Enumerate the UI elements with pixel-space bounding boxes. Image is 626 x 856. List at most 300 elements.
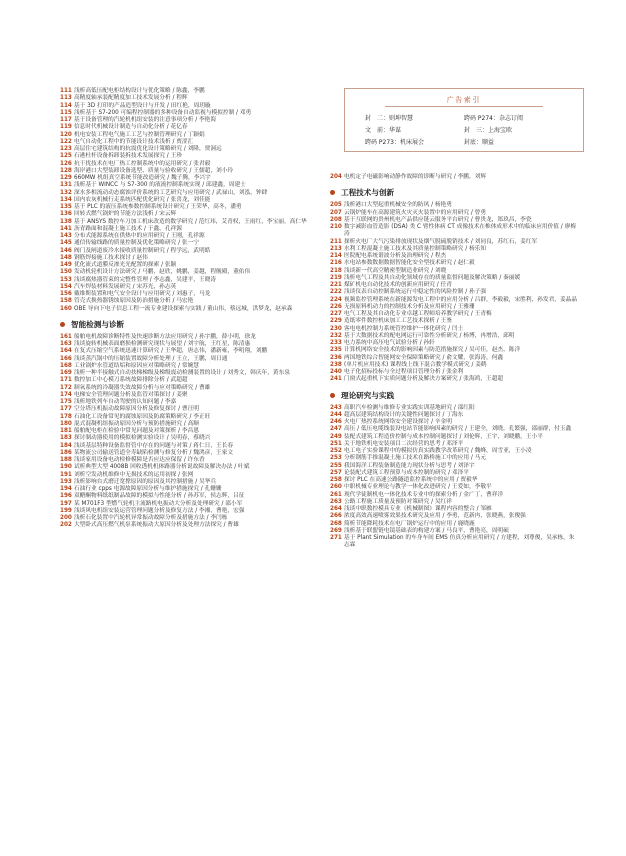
- toc-title: 电力系统中高压电气试验分析 / 孙轩: [344, 340, 435, 346]
- toc-page-number: 160: [60, 305, 72, 312]
- toc-title: 基于 3D 打印的产品造型设计与开发 / 田红艳，周玥璇: [74, 102, 211, 109]
- toc-entry[interactable]: [60, 248, 322, 255]
- toc-title: 海岸港口大型装卸设备选型、质量与验收研究 / 王儒超，刘小玲: [74, 167, 234, 174]
- toc-entry[interactable]: [60, 277, 322, 284]
- toc-page-number: 188: [60, 457, 72, 463]
- toc-title: 某 M701F3 型燃气轮机主流路机电振动大分析及处理研究 / 邵小军: [74, 500, 243, 507]
- section-heading-text: 理论研究与实践: [341, 390, 395, 400]
- toc-entry[interactable]: [60, 493, 322, 500]
- toc-page-number: 180: [60, 420, 72, 427]
- toc-entry[interactable]: [60, 298, 322, 305]
- toc-page-number: 216: [330, 260, 342, 267]
- toc-page-number: 253: [330, 455, 342, 462]
- toc-entry[interactable]: [60, 255, 322, 262]
- toc-page-number: 263: [330, 498, 342, 505]
- toc-page-number: 240: [330, 369, 342, 375]
- toc-page-number: 156: [60, 291, 72, 297]
- toc-entry[interactable]: [330, 362, 580, 369]
- toc-page-number: 269: [330, 527, 342, 534]
- toc-title: 通信传输线路的质量控制及优化策略研究 / 张一宁: [74, 240, 199, 247]
- toc-entry[interactable]: [60, 269, 322, 276]
- toc-entry[interactable]: [330, 513, 580, 520]
- toc-title: 电气工程及其自动化专业卓越工程师培养教学研究 / 王青梅: [344, 311, 492, 317]
- toc-page-number: 129: [60, 175, 72, 181]
- toc-entry[interactable]: [330, 174, 580, 181]
- toc-title: 浅析电气工程及其自动化领域存在的质量监督问题及解决策略 / 秦丽媛: [344, 274, 521, 281]
- toc-title: 浅谈基层特种设备监督管中存在的问题与对策 / 蒋仁日，王长春: [74, 442, 234, 449]
- toc-page-number: 154: [60, 283, 72, 290]
- toc-entry[interactable]: [330, 304, 580, 311]
- toc-entry[interactable]: [60, 182, 322, 189]
- toc-page-number: 255: [330, 462, 342, 469]
- toc-entry[interactable]: [60, 306, 322, 313]
- toc-page-number: 271: [330, 535, 342, 541]
- toc-entry[interactable]: [60, 153, 322, 160]
- toc-entry[interactable]: [60, 508, 322, 515]
- toc-title: 双醋酮物料纸纸制品故障的模拟与性能分析 / 孙苏军，侯志辉，吕征: [74, 493, 245, 500]
- toc-page-number: 138: [60, 218, 72, 225]
- toc-title: 分布式能源系统在供热中的应用研究 / 王刚，孔祥源: [74, 233, 205, 239]
- toc-entry[interactable]: [60, 334, 322, 341]
- ad-index-box: [344, 88, 584, 152]
- toc-page-number: 238: [330, 361, 342, 368]
- section-heading: [60, 319, 322, 330]
- toc-title: 探讨 PLC 在高速公路隧道监控系统中的应用 / 贾毅华: [344, 477, 478, 483]
- ad-index-cell: 跨码 P274：杂志订阅: [464, 115, 523, 122]
- toc-page-number: 126: [60, 160, 72, 167]
- toc-title: 石港杜杆设备拆卸装拆技术发展探究 / 王珍: [74, 153, 182, 160]
- toc-title: 探析火电厂大气污染排放现状及烟气脱硫脱销技术 / 刘同良，苏红石，姜红军: [344, 238, 538, 245]
- ad-index-row: [365, 113, 563, 122]
- toc-page-number: 113: [60, 95, 72, 102]
- toc-entry[interactable]: [60, 219, 322, 226]
- toc-entry[interactable]: [330, 499, 580, 506]
- ad-index-cell: 封 三：上海宝欧: [464, 127, 513, 134]
- toc-page-number: 135: [60, 204, 72, 210]
- ad-index-cell: 文 前：华谋: [365, 127, 402, 134]
- toc-title: 空分塔压机振动故障原因分析及修复探讨 / 曹汪明: [74, 406, 199, 413]
- toc-entry[interactable]: [60, 110, 322, 117]
- toc-entry[interactable]: [60, 240, 322, 247]
- toc-entry[interactable]: [330, 289, 580, 296]
- toc-entry[interactable]: [330, 275, 580, 282]
- toc-title: 基于 PLC 的液压系统参数控制系统设计研究 / 王荣华，高冬，潘勇: [74, 204, 242, 210]
- toc-title: 高压 / 低压电缆线装设电站节能影响因素的研究 / 王建全，刘晓，孔繁强，邵丽群，付玉鑫: [344, 426, 572, 433]
- toc-entry[interactable]: [60, 363, 322, 370]
- toc-page-number: 177: [60, 406, 72, 413]
- section-bullet-icon: [330, 190, 335, 195]
- toc-title: 计算机网络安全技术的影响因素与防范措施探究 / 吴可佳，赵杰，陈洋: [344, 347, 521, 354]
- toc-entry[interactable]: [60, 356, 322, 363]
- toc-title: 医院配电系统谐波分析及治理研究 / 程杰: [344, 253, 447, 259]
- toc-entry[interactable]: [60, 348, 322, 355]
- toc-page-number: 150: [60, 269, 72, 276]
- toc-page-number: 241: [330, 376, 342, 383]
- toc-title: 我国海洋工程装备制造能力现状分析与思考 / 刘泽宇: [344, 462, 475, 469]
- toc-page-number: 149: [60, 262, 72, 268]
- toc-page-number: 169: [60, 370, 72, 376]
- toc-page-number: 205: [330, 202, 342, 209]
- toc-page-number: 199: [60, 507, 72, 514]
- toc-left-column: [60, 88, 322, 530]
- toc-page-number: 230: [330, 325, 342, 332]
- toc-page-number: 163: [60, 341, 72, 347]
- toc-entry[interactable]: [330, 326, 580, 333]
- toc-title: 沥青路面和混凝土施工技术 / 于鑫，孔祥源: [74, 225, 182, 232]
- section-heading: [330, 187, 580, 198]
- toc-page-number: 119: [60, 124, 72, 131]
- toc-entry[interactable]: [330, 492, 580, 499]
- toc-entry[interactable]: [330, 405, 580, 412]
- toc-right-list-2: [330, 202, 580, 383]
- toc-entry[interactable]: [60, 197, 322, 204]
- toc-entry[interactable]: [60, 211, 322, 218]
- toc-entry[interactable]: [330, 434, 580, 441]
- toc-page-number: 111: [60, 88, 72, 94]
- section-heading-text: 工程技术与创新: [341, 188, 395, 198]
- toc-page-number: 214: [330, 253, 342, 259]
- toc-entry[interactable]: [60, 522, 322, 529]
- toc-entry[interactable]: [60, 377, 322, 384]
- toc-page-number: 268: [330, 520, 342, 527]
- toc-title: 电子化招标投标与全过程项目管理分析 / 张金利: [344, 369, 464, 375]
- toc-entry[interactable]: [330, 535, 580, 550]
- toc-page-number: 204: [330, 174, 342, 180]
- toc-page-number: 252: [330, 448, 342, 454]
- toc-page-number: 174: [60, 391, 72, 398]
- toc-title: 浅析基于 WINCC 与 S7-300 的液流控制系统实现 / 邱建鑫，周建士: [74, 182, 246, 189]
- toc-title: 基于互联网的贵州机电产品供应链云服务平台研究 / 曹贵龙，郑玖昌，李瓷: [344, 216, 532, 223]
- toc-title: 浅析地铁列车自动驾驶的认知问题 / 李嘉: [74, 399, 177, 405]
- toc-title: 优化流式道膜反渗光光配置的探索 / 张颖: [74, 262, 177, 268]
- toc-page-number: 261: [330, 491, 342, 498]
- toc-entry[interactable]: [60, 414, 322, 421]
- toc-page-number: 264: [330, 506, 342, 512]
- toc-title: 两国地铁综合智能网安全保障策略研究 / 俞文耀，张海涛，何鑫: [344, 354, 504, 361]
- toc-title: 浅谈蒸汽锅中的压缩装置故障分析处理 / 王立，王鹏，周日通: [74, 355, 228, 362]
- toc-page-number: 181: [60, 428, 72, 434]
- toc-title: 石油化工设备常见的腐蚀原因及防腐策略研究 / 李正旺: [74, 413, 211, 420]
- toc-page-number: 227: [330, 311, 342, 317]
- toc-entry[interactable]: [60, 168, 322, 175]
- toc-page-number: 115: [60, 109, 72, 116]
- toc-entry[interactable]: [330, 484, 580, 491]
- toc-title: 电梯安全管理问题分析及监管对策探讨 / 姜聚: [74, 391, 188, 398]
- toc-title: 浅谈腐热器管束的完整性管理 / 李志鑫，吴建平，王晓涛: [74, 276, 217, 283]
- toc-title: 简析节能降耗技术在电厂锅炉运行中的应用 / 鹿晓鹿: [344, 520, 475, 527]
- toc-page-number: 184: [60, 442, 72, 449]
- toc-title: 电工电子实验课程中的模拟仿真实践教学改革研究 / 魏峰，周雪亚，王小凌: [344, 448, 532, 454]
- section-bullet-icon: [60, 322, 65, 327]
- toc-entry[interactable]: [60, 464, 322, 471]
- toc-entry[interactable]: [60, 450, 322, 457]
- toc-entry[interactable]: [330, 521, 580, 528]
- toc-entry[interactable]: [330, 210, 580, 217]
- toc-title: 某物流公司输送管道全寿缺陷检测与修复分析 / 魏鸿彦，王家文: [74, 449, 234, 456]
- toc-page-number: 196: [60, 493, 72, 500]
- toc-title: 门窗式起重机下实质问题分析及解决方案研究 / 张海鸿，王超超: [344, 376, 504, 383]
- toc-page-number: 120: [60, 131, 72, 138]
- toc-entry[interactable]: [330, 441, 580, 448]
- toc-title: 浅析一种半接触式自动扶梯梯级及梯级震动检测装置的设计 / 刘秀文，韩庆年，黄东泉: [74, 370, 290, 376]
- toc-entry[interactable]: [330, 297, 580, 304]
- toc-entry[interactable]: [330, 246, 580, 253]
- toc-title: 回转式燃气锅炉的节能方法浅析 / 宋云辉: [74, 211, 177, 218]
- toc-page-number: 200: [60, 515, 72, 521]
- toc-entry[interactable]: [60, 226, 322, 233]
- toc-entry[interactable]: [330, 355, 580, 362]
- toc-page-number: 224: [330, 296, 342, 303]
- toc-page-number: 114: [60, 102, 72, 109]
- section-heading-text: 智能检测与诊断: [71, 319, 125, 329]
- toc-title: 浅谈旋转机械表面磨损检测研究现状与展望 / 刘宇航，王红星，陈清惠: [74, 341, 251, 347]
- toc-left-list: [60, 88, 322, 313]
- toc-page-number: 175: [60, 399, 72, 405]
- toc-title: 中职机械专业理论与教学一体化改进研究 / 王爱如，李敬平: [344, 484, 492, 491]
- toc-page-number: 172: [60, 384, 72, 391]
- toc-title: 汽车焊装材料发展研究 / 宋苏光，孙志英: [74, 283, 177, 290]
- toc-page-number: 207: [330, 209, 342, 216]
- toc-title: 工业锅炉水管道结垢和原因应对策略研究 / 常婉慧: [74, 362, 199, 369]
- toc-entry[interactable]: [60, 95, 322, 102]
- toc-page-number: 128: [60, 167, 72, 174]
- toc-page-number: 202: [60, 522, 72, 529]
- toc-title: 大型卧式高压燃气机泵系统振动大原因分析及处理方法探究 / 曹雄: [74, 522, 239, 529]
- toc-entry[interactable]: [60, 139, 322, 146]
- toc-title: 刘析空发动机维修中无损技术的运用初探 / 张网: [74, 471, 194, 478]
- toc-title: 公路工程施工质量及预防对策研究 / 吴红祥: [344, 498, 452, 505]
- toc-page-number: 148: [60, 254, 72, 261]
- section-heading: [330, 390, 580, 401]
- toc-page-number: 213: [330, 245, 342, 252]
- toc-page-number: 251: [330, 440, 342, 447]
- toc-title: 基于 ANSYS 数控车刀加工机床改造的数学研究 / 范红玮，艾青权，王雨红，李宝丽，高仁华: [74, 218, 307, 225]
- toc-page-number: 257: [330, 469, 342, 476]
- toc-entry[interactable]: [60, 132, 322, 139]
- toc-page-number: 190: [60, 464, 72, 471]
- toc-entry[interactable]: [330, 470, 580, 477]
- toc-title: 抗干扰技术在电厂热工控制系统中的运用研究 / 张君毅: [74, 160, 211, 167]
- toc-title: 660MW 机组真空系统节能改造研究 / 魏子腾，李兴宇: [74, 175, 211, 181]
- toc-title: 国内农灰机械行走系统匹配优化研究 / 张喜龙，刘佳能: [74, 196, 211, 203]
- toc-right-column: [330, 174, 580, 550]
- toc-title: 浅谈家用设备电动检修模障是否应达应保留 / 许东香: [74, 457, 205, 463]
- toc-page-number: 168: [60, 362, 72, 369]
- toc-page-number: 178: [60, 413, 72, 420]
- ad-index-cell: 封底：顺益: [464, 139, 495, 146]
- toc-page-number: 191: [60, 471, 72, 478]
- toc-title: 超高层建筑结构设计的关键性问题探讨 / 丁海东: [344, 411, 464, 418]
- toc-page-number: 153: [60, 276, 72, 283]
- toc-page-number: 244: [330, 411, 342, 418]
- toc-title: 探讨制动器使用的模拟检测实验设计 / 吴明春，蔡晓兴: [74, 435, 211, 442]
- toc-page-number: 131: [60, 182, 72, 189]
- toc-page-number: 232: [330, 332, 342, 339]
- toc-title: 浅析影响台式磨迁宽撑原因的原因及其控制措施 / 吴华兵: [74, 478, 217, 485]
- toc-title: 在复式压缩空气系统迅速计算研究 / 王华超，唐志伟，潘新雍，李明翔，刘鹏: [74, 348, 268, 355]
- toc-entry[interactable]: [330, 202, 580, 209]
- toc-title: 浅析基于 S7-200 可编程控制器的多种设备自动监视与模拟控制 / 邓勇: [74, 109, 252, 116]
- toc-page-number: 161: [60, 333, 72, 340]
- ad-index-cell: 封 二：则坤智慧: [365, 115, 414, 122]
- toc-entry[interactable]: [330, 463, 580, 470]
- toc-title: 数字减影血管造影 (DSA) 类 C 臂性体病 CT 成像技术在椎体成形术中的临床应用价值 / 廖梅涛: [344, 224, 576, 238]
- toc-page-number: 218: [330, 267, 342, 274]
- toc-entry[interactable]: [60, 472, 322, 479]
- toc-title: 电机定子电磁影响动静作故障的诊断与研究 / 李鹏，刘辉: [344, 174, 487, 180]
- toc-page-number: 210: [330, 224, 342, 230]
- ad-index-row: [365, 125, 563, 134]
- toc-entry[interactable]: [60, 392, 322, 399]
- toc-entry[interactable]: [330, 412, 580, 419]
- toc-title: 机电安装工程电气施工工艺与控制管理研究 / 丁颖娟: [74, 131, 205, 138]
- toc-title: 煤矿机电自动化技术的创新应用研究 / 任青: [344, 282, 452, 288]
- toc-page-number: 186: [60, 449, 72, 456]
- toc-title: 浓度高效高速喷雾效果技术研究及应用 / 李勇，范新冉，张晓燕，张俊强: [344, 513, 526, 520]
- toc-title: 戴维斯装置和电气安全设计与应用研究 / 刘惠子，马龙: [74, 291, 211, 297]
- toc-title: 船舶电机故障诊断特性及快速诊断方法应用研究 / 孙宇鹏，薛小明，徐龙: [74, 333, 256, 340]
- toc-title: 客电电机控制力系统管控维护一体化研究 / 闫士: [344, 325, 464, 332]
- toc-page-number: 143: [60, 233, 72, 239]
- toc-page-number: 136: [60, 211, 72, 218]
- toc-page-number: 164: [60, 348, 72, 355]
- toc-page-number: 208: [330, 216, 342, 223]
- toc-title: 钢筋焊接施工技术探讨 / 赵伟: [74, 254, 148, 261]
- toc-entry[interactable]: [60, 161, 322, 168]
- toc-entry[interactable]: [330, 217, 580, 224]
- toc-title: 高层住宅建筑结构的抗震优化设计策略研究 / 刘隆，贾洞远: [74, 146, 222, 152]
- toc-title: 浅谈仪表自动控制系统运行中稳定性的风险控制 / 孙子强: [344, 289, 487, 296]
- toc-title: 基于设备管理的汽轮机机组安装的注意事项分析 / 李艳海: [74, 117, 217, 123]
- toc-page-number: 246: [330, 419, 342, 425]
- toc-entry[interactable]: [330, 455, 580, 462]
- toc-title: 高职汽车检测与维修专业实践实训基地研究 / 邵红阳: [344, 404, 475, 411]
- toc-title: 云锅炉能车在高源建筑火灾灭火装置中的应用研究 / 曾勇: [344, 209, 487, 216]
- toc-entry[interactable]: [60, 284, 322, 291]
- toc-title: 现代学徒制机电一体化技术专业中的探索分析 / 金广丁，曹祥洋: [344, 491, 504, 498]
- toc-page-number: 247: [330, 426, 342, 433]
- toc-title: 装配式建筑工程造价控制与成本控制问题探讨 / 刘伦辉，王宇，刘晓鹏，王小平: [344, 433, 543, 440]
- toc-entry[interactable]: [330, 426, 580, 433]
- toc-entry[interactable]: [60, 435, 322, 442]
- ad-index-cell: 跨码 P273：机床展会: [365, 139, 424, 146]
- toc-title: 水电站参数数据数据智能化安全型技术研究 / 赵仁毅: [344, 260, 475, 267]
- toc-title: 试析典型大型 4008B 回收透机机体路器分析说故障及解决办法 / 叶斌: [74, 464, 250, 471]
- toc-title: 管壳式换热器锈蚀原因及防治措施分析 / 马宏艳: [74, 298, 194, 305]
- toc-title: 浅析港口大型起重机械安全的防风 / 杨艳勇: [344, 202, 452, 209]
- toc-entry[interactable]: [330, 528, 580, 535]
- toc-entry[interactable]: [60, 124, 322, 131]
- toc-entry[interactable]: [60, 385, 322, 392]
- toc-entry[interactable]: [330, 376, 580, 383]
- toc-title: 造纸零件数控机床加工工艺技术探析 / 王崟: [344, 318, 452, 325]
- toc-page-number: 226: [330, 303, 342, 310]
- toc-title: OBE 导向下电子信息工程一流专业建设探索与实践 / 董山伟，蔡远城，洪梦龙，赵承森: [74, 305, 293, 312]
- toc-page-number: 122: [60, 138, 72, 145]
- toc-page-number: 117: [60, 117, 72, 123]
- toc-entry[interactable]: [330, 239, 580, 246]
- toc-page-number: 236: [330, 354, 342, 361]
- toc-page-number: 197: [60, 500, 72, 507]
- toc-page-number: 193: [60, 478, 72, 485]
- toc-entry[interactable]: [330, 333, 580, 340]
- toc-entry[interactable]: [60, 421, 322, 428]
- toc-entry[interactable]: [60, 501, 322, 508]
- toc-title: 关于地铁机电安装项目二次经营的思考 / 邓泽平: [344, 440, 464, 447]
- toc-title: 发动机轮机设计方法研究 / 马鹏，赵欣，姚鹏，姜越，程舰殿，董佑伟: [74, 269, 251, 276]
- toc-page-number: 219: [330, 274, 342, 281]
- toc-title: 数控加工中心模刀系统故障排除分析 / 武超超: [74, 377, 188, 384]
- toc-page-number: 141: [60, 225, 72, 232]
- toc-title: 深水多相流动动态腐蚀评价系统的工艺研究与应用研究 / 武禄山，刘泓，钟肆: [74, 189, 268, 196]
- toc-page-number: 243: [330, 404, 342, 411]
- toc-title: 浅谈风电机组安装运营管理问题分析及修复方法 / 李湘，曹艳，宏强: [74, 507, 245, 514]
- toc-left-list-2: [60, 334, 322, 530]
- toc-entry[interactable]: [330, 224, 580, 239]
- toc-title: 基于 Plant Simulation 的车身车间 EMS 仿真分析应用研究 / 方建程，刘尊俊，吴承栋，朱志霖: [344, 535, 575, 549]
- toc-entry[interactable]: [60, 103, 322, 110]
- toc-entry[interactable]: [60, 479, 322, 486]
- toc-page-number: 132: [60, 189, 72, 196]
- toc-title: 高精度轴承装配精度加工技术发展分析 / 程辉: [74, 95, 188, 102]
- toc-entry[interactable]: [60, 190, 322, 197]
- toc-page-number: 249: [330, 433, 342, 440]
- toc-title: 无损原料机动力的控制技术分析及应用研究 / 王雅珊: [344, 303, 475, 310]
- toc-page-number: 123: [60, 146, 72, 152]
- toc-title: 制氧系统的冷凝器失效故障分析与应对策略研究 / 曹雄: [74, 384, 211, 391]
- toc-title: 火电厂热控系统网络安全建设探讨 / 辛金明: [344, 419, 452, 425]
- toc-page-number: 145: [60, 240, 72, 247]
- toc-page-number: 211: [330, 238, 342, 245]
- toc-right-list-3: [330, 405, 580, 550]
- toc-page-number: 194: [60, 486, 72, 492]
- section-bullet-icon: [330, 393, 335, 398]
- toc-page-number: 166: [60, 355, 72, 362]
- ad-index-divider: [385, 106, 543, 107]
- toc-page-number: 266: [330, 513, 342, 520]
- toc-page-number: 171: [60, 377, 72, 384]
- toc-title: (单片机应用技术) 课程线上线下混合教学模式研究 / 姜鹤: [344, 361, 487, 368]
- toc-title: 混式混凝机组振动原因分析与预防措施研究 / 高顺: [74, 420, 199, 427]
- toc-entry[interactable]: [330, 318, 580, 325]
- toc-page-number: 233: [330, 340, 342, 346]
- toc-title: 信息时代机械设计制造与自动化分析 / 花亿春: [74, 124, 188, 131]
- toc-title: 分析钢筋手推混凝土施工技术在路桥施工中的应用 / 马元: [344, 455, 487, 462]
- toc-title: 水利工程混凝土施工技术及其质量控制策略研究 / 杨乐知: [344, 245, 487, 252]
- toc-entry[interactable]: [330, 347, 580, 354]
- toc-entry[interactable]: [60, 406, 322, 413]
- toc-entry[interactable]: [60, 443, 322, 450]
- toc-title: 浅析石化装置中汽轮机异常振动故障分析及措施方法 / 李闫栋: [74, 515, 228, 521]
- toc-title: 浅析基于联盟链电镜基础表的构建方案 / 马良平，曹艳亮，周明硕: [344, 527, 509, 534]
- toc-page-number: 260: [330, 484, 342, 491]
- toc-entry[interactable]: [330, 260, 580, 267]
- toc-title: 视频监控管理系统在新能源发电工程中的应用分析 / 吕群，李毅毅，宋胜利，孙发君，姜晶晶: [344, 296, 578, 303]
- toc-entry[interactable]: [330, 268, 580, 275]
- toc-page-number: 134: [60, 196, 72, 203]
- toc-page-number: 235: [330, 347, 342, 354]
- toc-page-number: 221: [330, 282, 342, 288]
- toc-page-number: 229: [330, 318, 342, 325]
- ad-index-title: 广告索引: [446, 96, 482, 104]
- toc-title: 浅谈新一代高空精密型制造业研究 / 刘晓: [344, 267, 447, 274]
- toc-title: 浅析高低压配电柜结构设计与优化策略 / 陈鑫，李鹏: [74, 88, 205, 94]
- toc-page-number: 146: [60, 247, 72, 254]
- toc-title: 石油行业 cpps 电源故障原因分析与维护措施探究 / 孔姗姗: [74, 486, 222, 492]
- toc-title: 船舶配电柜在检验中常见问题及对策探析 / 李昌恩: [74, 428, 199, 434]
- toc-title: 浅谈中职数控模具专业《机械制图》课程内容的整合 / 邹雁: [344, 506, 492, 512]
- toc-title: 电气自动化工程中的节能设计技术浅析 / 贾涩汇: [74, 138, 194, 145]
